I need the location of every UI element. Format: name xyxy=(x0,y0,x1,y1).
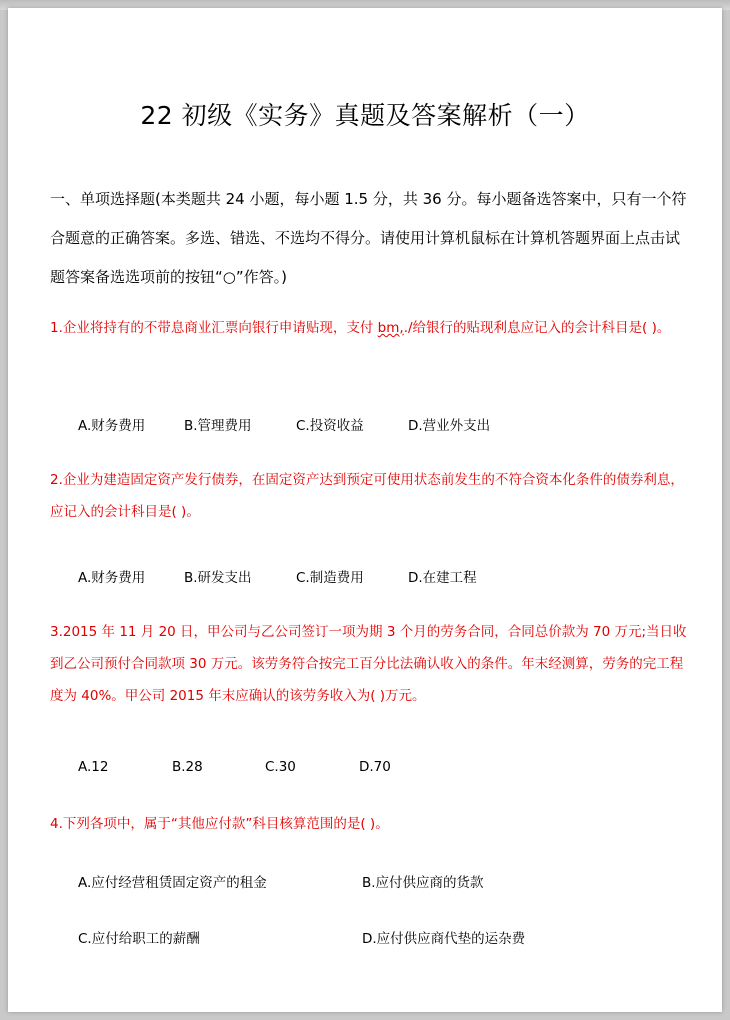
option-d[interactable]: D.在建工程 xyxy=(408,570,477,586)
section-intro: 一、单项选择题(本类题共 24 小题，每小题 1.5 分，共 36 分。每小题备选答案中，只有一个符合题意的正确答案。多选、错选、不选均不得分。请使用计算机鼠标在计算机答题界面上点击试题答案备选选项前的按钮“○”作答。) xyxy=(50,190,687,286)
option-d[interactable]: D.应付供应商代垫的运杂费 xyxy=(362,931,526,947)
question-1 xyxy=(50,312,690,344)
question-4: 4.下列各项中，属于“其他应付款”科目核算范围的是( )。 xyxy=(50,816,389,832)
document-page xyxy=(8,8,722,1012)
question-2: 2.企业为建造固定资产发行债券，在固定资产达到预定可使用状态前发生的不符合资本化条件的债券利息，应记入的会计科目是( )。 xyxy=(50,472,684,520)
option-c[interactable]: C.应付给职工的薪酬 xyxy=(78,931,200,947)
question-3: 3.2015 年 11 月 20 日，甲公司与乙公司签订一项为期 3 个月的劳务合同，合同总价款为 70 万元;当日收到乙公司预付合同款项 30 万元。该劳务符合按完工百分比法确认收入的条件。年末经测算，劳务的完工程度为 40%。甲公司 2015 年末应确认的该劳务收入为( )万元。 xyxy=(50,624,687,704)
option-a[interactable]: A.财务费用 xyxy=(78,418,146,434)
option-b[interactable]: B.管理费用 xyxy=(184,418,252,434)
option-d[interactable]: D.营业外支出 xyxy=(408,418,491,434)
question-1-text-post: ./给银行的贴现利息应记入的会计科目是( )。 xyxy=(403,320,671,336)
option-b[interactable]: B.应付供应商的货款 xyxy=(362,875,484,891)
option-d[interactable]: D.70 xyxy=(359,759,391,775)
option-b[interactable]: B.研发支出 xyxy=(184,570,252,586)
option-a[interactable]: A.12 xyxy=(78,759,109,775)
option-c[interactable]: C.制造费用 xyxy=(296,570,364,586)
option-c[interactable]: C.30 xyxy=(265,759,296,775)
question-1-text-pre: 1.企业将持有的不带息商业汇票向银行申请贴现，支付 xyxy=(50,320,378,336)
option-a[interactable]: A.财务费用 xyxy=(78,570,146,586)
option-b[interactable]: B.28 xyxy=(172,759,203,775)
option-a[interactable]: A.应付经营租赁固定资产的租金 xyxy=(78,875,267,891)
question-1-text-mark: bm, xyxy=(377,320,404,336)
page-title: 22 初级《实务》真题及答案解析（一） xyxy=(140,101,590,130)
option-c[interactable]: C.投资收益 xyxy=(296,418,364,434)
